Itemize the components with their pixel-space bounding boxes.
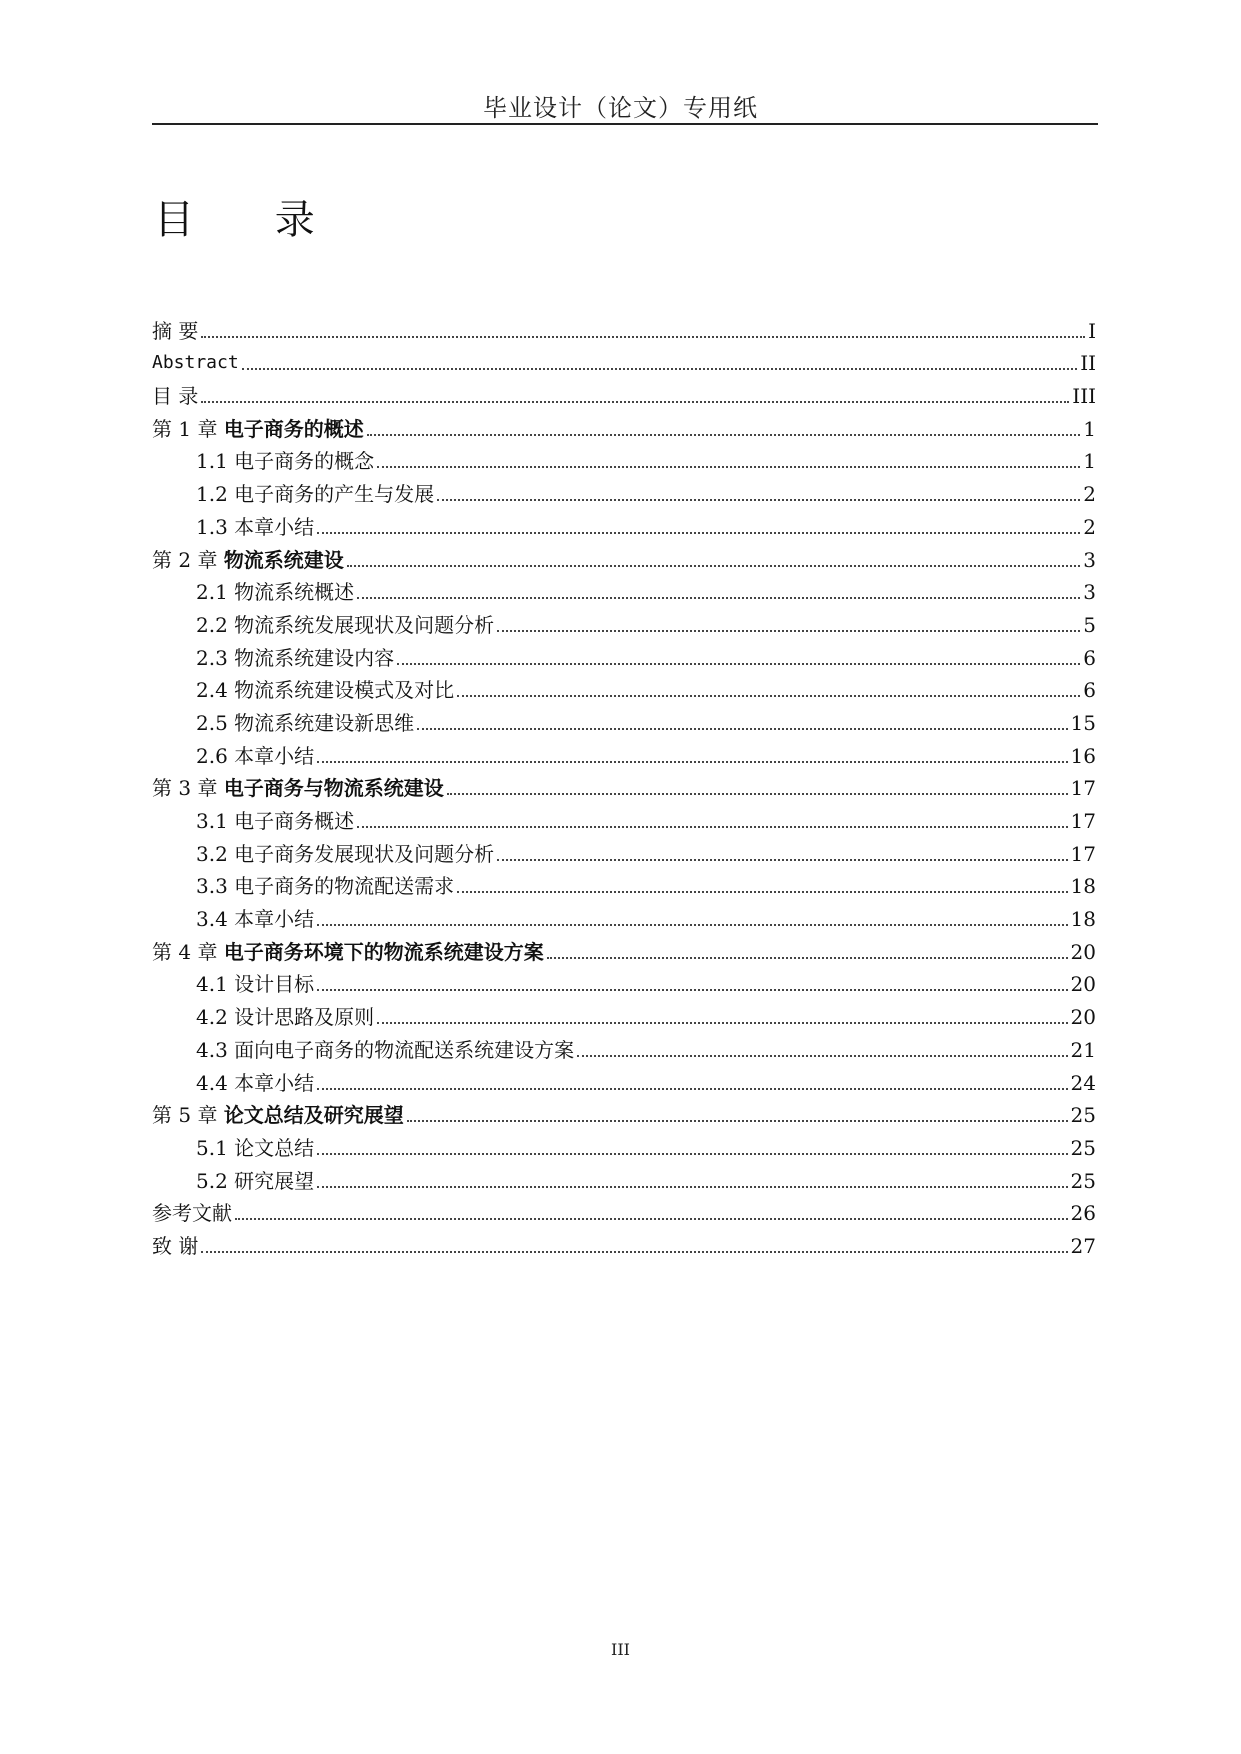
toc-entry-label: 摘 要	[152, 318, 199, 343]
toc-page-number: 2	[1083, 482, 1096, 507]
toc-section-entry[interactable]	[152, 473, 1096, 506]
toc-section-entry[interactable]	[152, 670, 1096, 703]
toc-page-number: 1	[1083, 449, 1096, 474]
toc-entry[interactable]	[152, 310, 1096, 343]
toc-entry-label: 2.6 本章小结	[196, 743, 315, 768]
dot-leader	[397, 663, 1080, 665]
dot-leader	[437, 499, 1080, 501]
toc-section-entry[interactable]	[152, 866, 1096, 899]
toc-entry-label: 2.2 物流系统发展现状及问题分析	[196, 612, 495, 637]
toc-entry-label: 2.3 物流系统建设内容	[196, 645, 395, 670]
dot-leader	[317, 1153, 1067, 1155]
toc-entry-label: 1.1 电子商务的概念	[196, 449, 375, 474]
toc-section-entry[interactable]	[152, 1062, 1096, 1095]
toc-page-number: 24	[1070, 1070, 1096, 1095]
toc-page-number: I	[1088, 318, 1096, 343]
toc-section-entry[interactable]	[152, 1127, 1096, 1160]
header-rule	[152, 123, 1098, 125]
toc-entry[interactable]	[152, 1225, 1096, 1258]
toc-entry-label	[152, 417, 364, 441]
dot-leader	[407, 1120, 1068, 1122]
toc-entry-label: 4.1 设计目标	[196, 972, 315, 997]
chapter-number: 第 4 章	[152, 939, 218, 964]
toc-section-entry[interactable]	[152, 1029, 1096, 1062]
dot-leader	[201, 401, 1069, 403]
toc-page-number: 3	[1083, 580, 1096, 605]
toc-section-entry[interactable]	[152, 506, 1096, 539]
toc-chapter-entry[interactable]	[152, 408, 1096, 441]
toc-page-number: 18	[1070, 907, 1096, 932]
dot-leader	[317, 989, 1067, 991]
dot-leader	[317, 761, 1067, 763]
toc-entry-label: 2.4 物流系统建设模式及对比	[196, 678, 455, 703]
toc-page-number: 15	[1070, 710, 1096, 735]
toc-section-entry[interactable]	[152, 637, 1096, 670]
toc-page-number: 26	[1070, 1201, 1096, 1226]
toc-chapter-entry[interactable]	[152, 768, 1096, 801]
toc-section-entry[interactable]	[152, 964, 1096, 997]
toc-entry-label: 1.3 本章小结	[196, 514, 315, 539]
toc-title: 目 录	[154, 197, 349, 243]
chapter-number: 第 3 章	[152, 776, 218, 801]
toc-entry-label: 1.2 电子商务的产生与发展	[196, 482, 435, 507]
toc-chapter-entry[interactable]	[152, 539, 1096, 572]
toc-section-entry[interactable]	[152, 441, 1096, 474]
toc-entry-label	[152, 940, 544, 964]
toc-section-entry[interactable]	[152, 800, 1096, 833]
dot-leader	[577, 1055, 1067, 1057]
toc-section-entry[interactable]	[152, 1160, 1096, 1193]
toc-page-number: 5	[1083, 612, 1096, 637]
dot-leader	[242, 368, 1077, 370]
toc-page-number: 6	[1083, 645, 1096, 670]
toc-page-number: 1	[1083, 416, 1096, 441]
toc-section-entry[interactable]	[152, 702, 1096, 735]
toc-entry-label: 3.3 电子商务的物流配送需求	[196, 874, 455, 899]
dot-leader	[447, 793, 1068, 795]
toc-section-entry[interactable]	[152, 735, 1096, 768]
toc-section-entry[interactable]	[152, 898, 1096, 931]
toc-page-number: 25	[1070, 1135, 1096, 1160]
dot-leader	[367, 434, 1080, 436]
toc-page-number: 21	[1070, 1037, 1096, 1062]
toc-section-entry[interactable]	[152, 604, 1096, 637]
toc-entry-label: Abstract	[152, 352, 239, 374]
table-of-contents	[152, 310, 1096, 1258]
chapter-number: 第 5 章	[152, 1103, 218, 1128]
chapter-title: 论文总结及研究展望	[223, 1103, 404, 1128]
toc-entry-label: 3.2 电子商务发展现状及问题分析	[196, 841, 495, 866]
toc-section-entry[interactable]	[152, 996, 1096, 1029]
dot-leader	[497, 630, 1080, 632]
toc-entry-label: 5.2 研究展望	[196, 1168, 315, 1193]
dot-leader	[317, 1088, 1067, 1090]
toc-entry-label: 2.1 物流系统概述	[196, 580, 355, 605]
dot-leader	[457, 695, 1080, 697]
dot-leader	[547, 957, 1068, 959]
toc-entry-label: 参考文献	[152, 1201, 232, 1226]
dot-leader	[201, 336, 1085, 338]
dot-leader	[497, 859, 1067, 861]
toc-page-number: III	[1072, 384, 1096, 409]
dot-leader	[201, 1251, 1067, 1253]
dot-leader	[377, 466, 1080, 468]
toc-page-number: 16	[1070, 743, 1096, 768]
toc-page-number: 17	[1070, 776, 1096, 801]
toc-page-number: II	[1080, 351, 1096, 376]
dot-leader	[347, 565, 1080, 567]
dot-leader	[317, 1186, 1067, 1188]
toc-section-entry[interactable]	[152, 572, 1096, 605]
toc-page-number: 3	[1083, 547, 1096, 572]
toc-entry[interactable]	[152, 343, 1096, 376]
toc-page-number: 25	[1070, 1103, 1096, 1128]
toc-page-number: 6	[1083, 678, 1096, 703]
toc-page-number: 25	[1070, 1168, 1096, 1193]
toc-entry-label: 4.3 面向电子商务的物流配送系统建设方案	[196, 1037, 575, 1062]
dot-leader	[357, 826, 1067, 828]
toc-page-number: 18	[1070, 874, 1096, 899]
chapter-number: 第 2 章	[152, 547, 218, 572]
toc-section-entry[interactable]	[152, 833, 1096, 866]
toc-entry-label: 致 谢	[152, 1233, 199, 1258]
chapter-title: 电子商务环境下的物流系统建设方案	[223, 939, 544, 964]
chapter-title: 电子商务与物流系统建设	[223, 776, 444, 801]
toc-chapter-entry[interactable]	[152, 1095, 1096, 1128]
toc-page-number: 17	[1070, 809, 1096, 833]
dot-leader	[457, 891, 1067, 893]
toc-page-number: 20	[1070, 939, 1096, 964]
toc-entry-label	[152, 776, 444, 800]
chapter-number: 第 1 章	[152, 416, 218, 441]
toc-entry-label: 3.4 本章小结	[196, 907, 315, 932]
dot-leader	[417, 728, 1067, 730]
dot-leader	[235, 1218, 1068, 1220]
toc-page-number: 17	[1070, 841, 1096, 866]
toc-page-number: 20	[1070, 1005, 1096, 1030]
chapter-title: 物流系统建设	[223, 547, 344, 572]
dot-leader	[317, 532, 1080, 534]
toc-entry-label: 5.1 论文总结	[196, 1135, 315, 1160]
page-header-title: 毕业设计（论文）专用纸	[483, 94, 758, 122]
dot-leader	[317, 924, 1067, 926]
toc-page-number: 20	[1070, 972, 1096, 997]
toc-page-number: 2	[1083, 514, 1096, 539]
toc-entry[interactable]	[152, 375, 1096, 408]
page-number: III	[611, 1640, 630, 1659]
toc-entry-label: 3.1 电子商务概述	[196, 809, 355, 833]
toc-entry-label: 2.5 物流系统建设新思维	[196, 710, 415, 735]
dot-leader	[357, 597, 1080, 599]
toc-entry-label: 目 录	[152, 384, 199, 409]
toc-entry-label	[152, 1103, 404, 1127]
toc-entry-label: 4.2 设计思路及原则	[196, 1005, 375, 1030]
toc-chapter-entry[interactable]	[152, 931, 1096, 964]
toc-entry[interactable]	[152, 1193, 1096, 1226]
toc-entry-label: 4.4 本章小结	[196, 1070, 315, 1095]
chapter-title: 电子商务的概述	[223, 416, 364, 441]
toc-page-number: 27	[1070, 1233, 1096, 1258]
toc-entry-label	[152, 548, 344, 572]
dot-leader	[377, 1022, 1067, 1024]
